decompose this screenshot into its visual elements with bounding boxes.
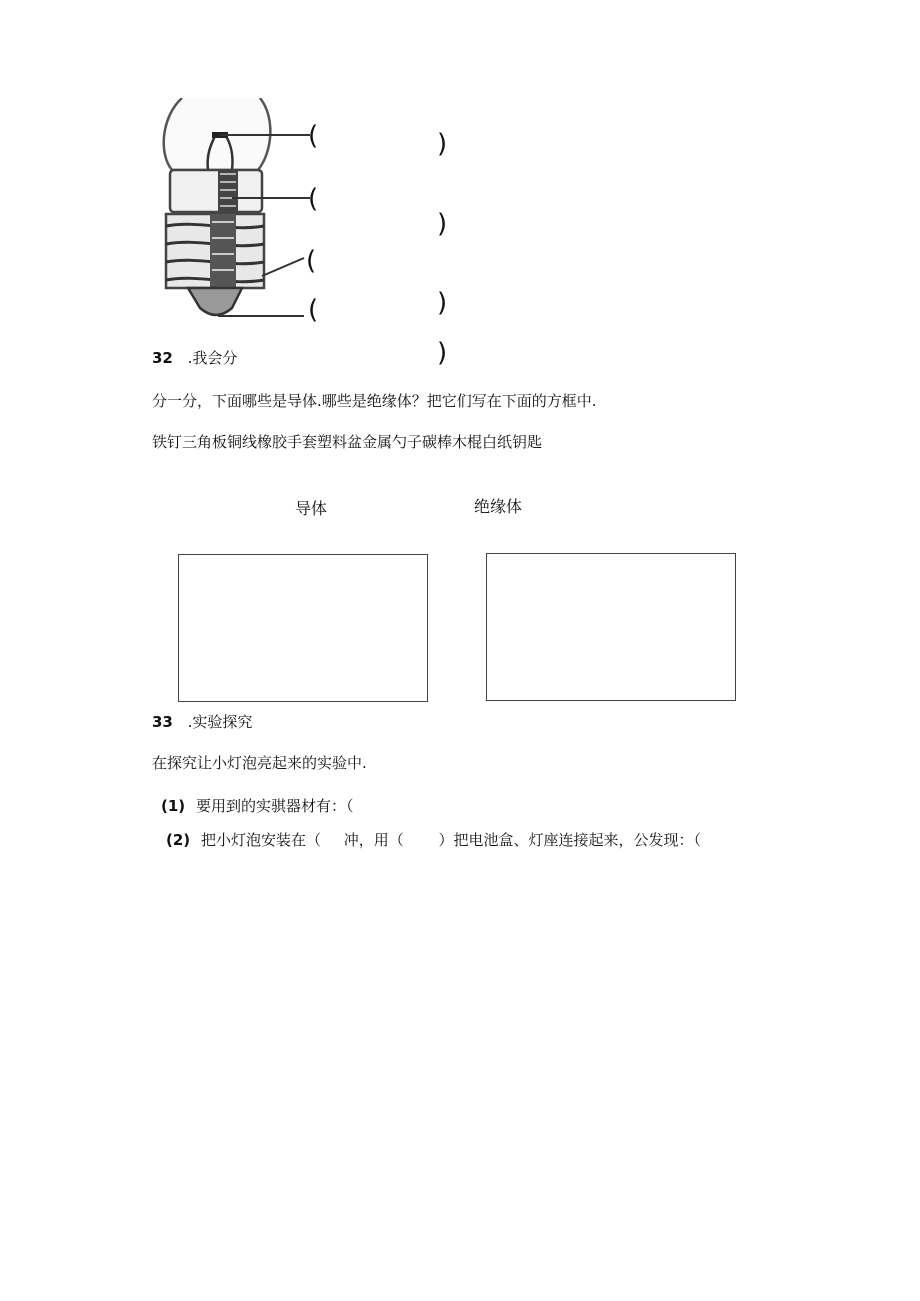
sub-question-text-part2: 冲，用（ bbox=[343, 831, 404, 849]
question-33-intro: 在探究让小灯泡亮起来的实验中. bbox=[152, 754, 367, 772]
question-32-instruction: 分一分，下面哪些是导体.哪些是绝缘体？把它们写在下面的方框中. bbox=[152, 392, 597, 410]
sub-question-1 bbox=[161, 795, 353, 816]
sub-question-2 bbox=[166, 829, 701, 850]
bulb-collar bbox=[170, 170, 262, 212]
sub-question-number: (2) bbox=[166, 831, 191, 849]
conductor-label: 导体 bbox=[295, 499, 328, 518]
label-paren-close-4: ) bbox=[437, 338, 448, 368]
question-32-heading bbox=[152, 347, 237, 368]
question-33-heading bbox=[152, 711, 252, 732]
label-paren-open-3: ( bbox=[306, 246, 317, 276]
question-32-items: 铁钉三角板铜线橡胶手套塑料盆金属勺子碳棒木棍白纸钥匙 bbox=[152, 433, 543, 451]
question-title: .实验探究 bbox=[187, 713, 253, 731]
leader-line-base bbox=[262, 258, 304, 276]
question-number: 32 bbox=[152, 349, 173, 367]
label-paren-close-3: ) bbox=[437, 288, 448, 318]
question-title: .我会分 bbox=[187, 349, 238, 367]
label-paren-open-1: ( bbox=[308, 121, 319, 151]
label-paren-close-1: ) bbox=[437, 129, 448, 159]
insulator-label: 绝缘体 bbox=[474, 497, 523, 516]
label-paren-open-4: ( bbox=[308, 295, 319, 325]
sub-question-text: 要用到的实骐器材有：（ bbox=[195, 797, 354, 815]
sub-question-number: (1) bbox=[161, 797, 186, 815]
sub-question-text-part1: 把小灯泡安装在（ bbox=[200, 831, 321, 849]
conductor-answer-box[interactable] bbox=[178, 554, 428, 702]
bottom-contact bbox=[188, 288, 242, 315]
label-paren-close-2: ) bbox=[437, 209, 448, 239]
label-paren-open-2: ( bbox=[308, 184, 319, 214]
insulator-answer-box[interactable] bbox=[486, 553, 736, 701]
sub-question-text-part3: ）把电池盒、灯座连接起来，公发现：（ bbox=[438, 831, 702, 849]
question-number: 33 bbox=[152, 713, 173, 731]
light-bulb-diagram bbox=[160, 98, 326, 326]
